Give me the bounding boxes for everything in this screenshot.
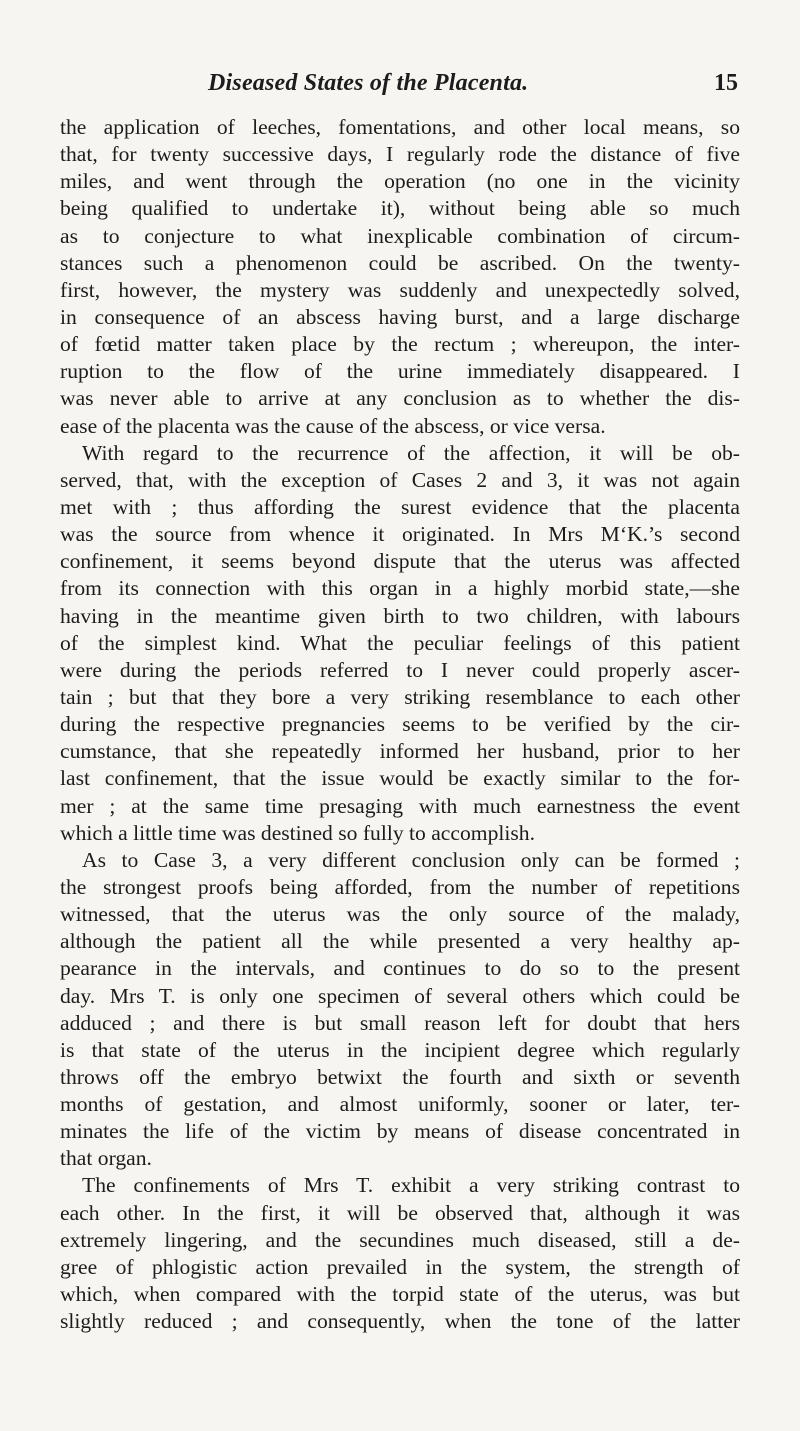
text-line: gree of phlogistic action prevailed in the system, the strength of xyxy=(60,1254,740,1279)
text-line: the strongest proofs being afforded, from the number of repetitions xyxy=(60,874,740,899)
text-line: tain ; but that they bore a very striking resemblance to each other xyxy=(60,684,740,709)
text-line: confinement, it seems beyond dispute that the uterus was affected xyxy=(60,549,740,574)
text-line: adduced ; and there is but small reason left for doubt that hers xyxy=(60,1010,740,1035)
running-head xyxy=(98,70,738,106)
text-line: throws off the embryo betwixt the fourth and sixth or seventh xyxy=(60,1064,740,1089)
text-line: was never able to arrive at any conclusion as to whether the dis- xyxy=(60,386,740,411)
text-line: mer ; at the same time presaging with much earnestness the event xyxy=(60,793,740,818)
text-line: ease of the placenta was the cause of the abscess, or vice versa. xyxy=(60,413,606,438)
text-line: from its connection with this organ in a highly morbid state,—she xyxy=(60,576,740,601)
text-line: in consequence of an abscess having burst, and a large discharge xyxy=(60,304,740,329)
text-line: ruption to the flow of the urine immediately disappeared. I xyxy=(60,359,740,384)
running-title: Diseased States of the Placenta. xyxy=(208,70,529,96)
text-line: slightly reduced ; and consequently, when the tone of the latter xyxy=(60,1309,740,1334)
text-line: being qualified to undertake it), without being able so much xyxy=(60,196,740,221)
text-line: which a little time was destined so fully to accomplish. xyxy=(60,820,535,845)
text-line: were during the periods referred to I never could properly ascer- xyxy=(60,657,740,682)
text-line: day. Mrs T. is only one specimen of several others which could be xyxy=(60,983,740,1008)
paragraph-start-line: The confinements of Mrs T. exhibit a very striking contrast to xyxy=(82,1173,740,1198)
text-line: miles, and went through the operation (no one in the vicinity xyxy=(60,169,740,194)
text-line: minates the life of the victim by means of disease concentrated in xyxy=(60,1119,740,1144)
text-line: cumstance, that she repeatedly informed her husband, prior to her xyxy=(60,739,740,764)
text-line: although the patient all the while presented a very healthy ap- xyxy=(60,929,740,954)
text-line: served, that, with the exception of Cases 2 and 3, it was not again xyxy=(60,467,740,492)
text-line: extremely lingering, and the secundines much diseased, still a de- xyxy=(60,1227,740,1252)
body-text xyxy=(60,114,740,1335)
text-line: last confinement, that the issue would be exactly similar to the for- xyxy=(60,766,740,791)
text-line: stances such a phenomenon could be ascribed. On the twenty- xyxy=(60,250,740,275)
text-line: the application of leeches, fomentations, and other local means, so xyxy=(60,115,740,139)
text-line: of the simplest kind. What the peculiar feelings of this patient xyxy=(60,630,740,655)
text-line: was the source from whence it originated. In Mrs M‘K.’s second xyxy=(60,522,740,547)
text-line: witnessed, that the uterus was the only source of the malady, xyxy=(60,902,740,927)
page-number: 15 xyxy=(714,70,738,96)
text-line: having in the meantime given birth to two children, with labours xyxy=(60,603,740,628)
text-line: pearance in the intervals, and continues to do so to the present xyxy=(60,956,740,981)
text-line: each other. In the first, it will be observed that, although it was xyxy=(60,1200,740,1225)
text-line: is that state of the uterus in the incipient degree which regularly xyxy=(60,1037,740,1062)
text-line: met with ; thus affording the surest evidence that the placenta xyxy=(60,494,740,519)
text-line: that, for twenty successive days, I regularly rode the distance of five xyxy=(60,142,740,167)
text-line: which, when compared with the torpid state of the uterus, was but xyxy=(60,1282,740,1307)
paragraph-start-line: With regard to the recurrence of the affection, it will be ob- xyxy=(82,440,740,465)
text-line: as to conjecture to what inexplicable combination of circum- xyxy=(60,223,740,248)
paragraph-start-line: As to Case 3, a very different conclusion only can be formed ; xyxy=(82,847,740,872)
text-line: that organ. xyxy=(60,1146,152,1171)
text-line: during the respective pregnancies seems to be verified by the cir- xyxy=(60,712,740,737)
text-line: months of gestation, and almost uniformly, sooner or later, ter- xyxy=(60,1092,740,1117)
text-line: of fœtid matter taken place by the rectum ; whereupon, the inter- xyxy=(60,332,740,357)
text-line: first, however, the mystery was suddenly and unexpectedly solved, xyxy=(60,277,740,302)
